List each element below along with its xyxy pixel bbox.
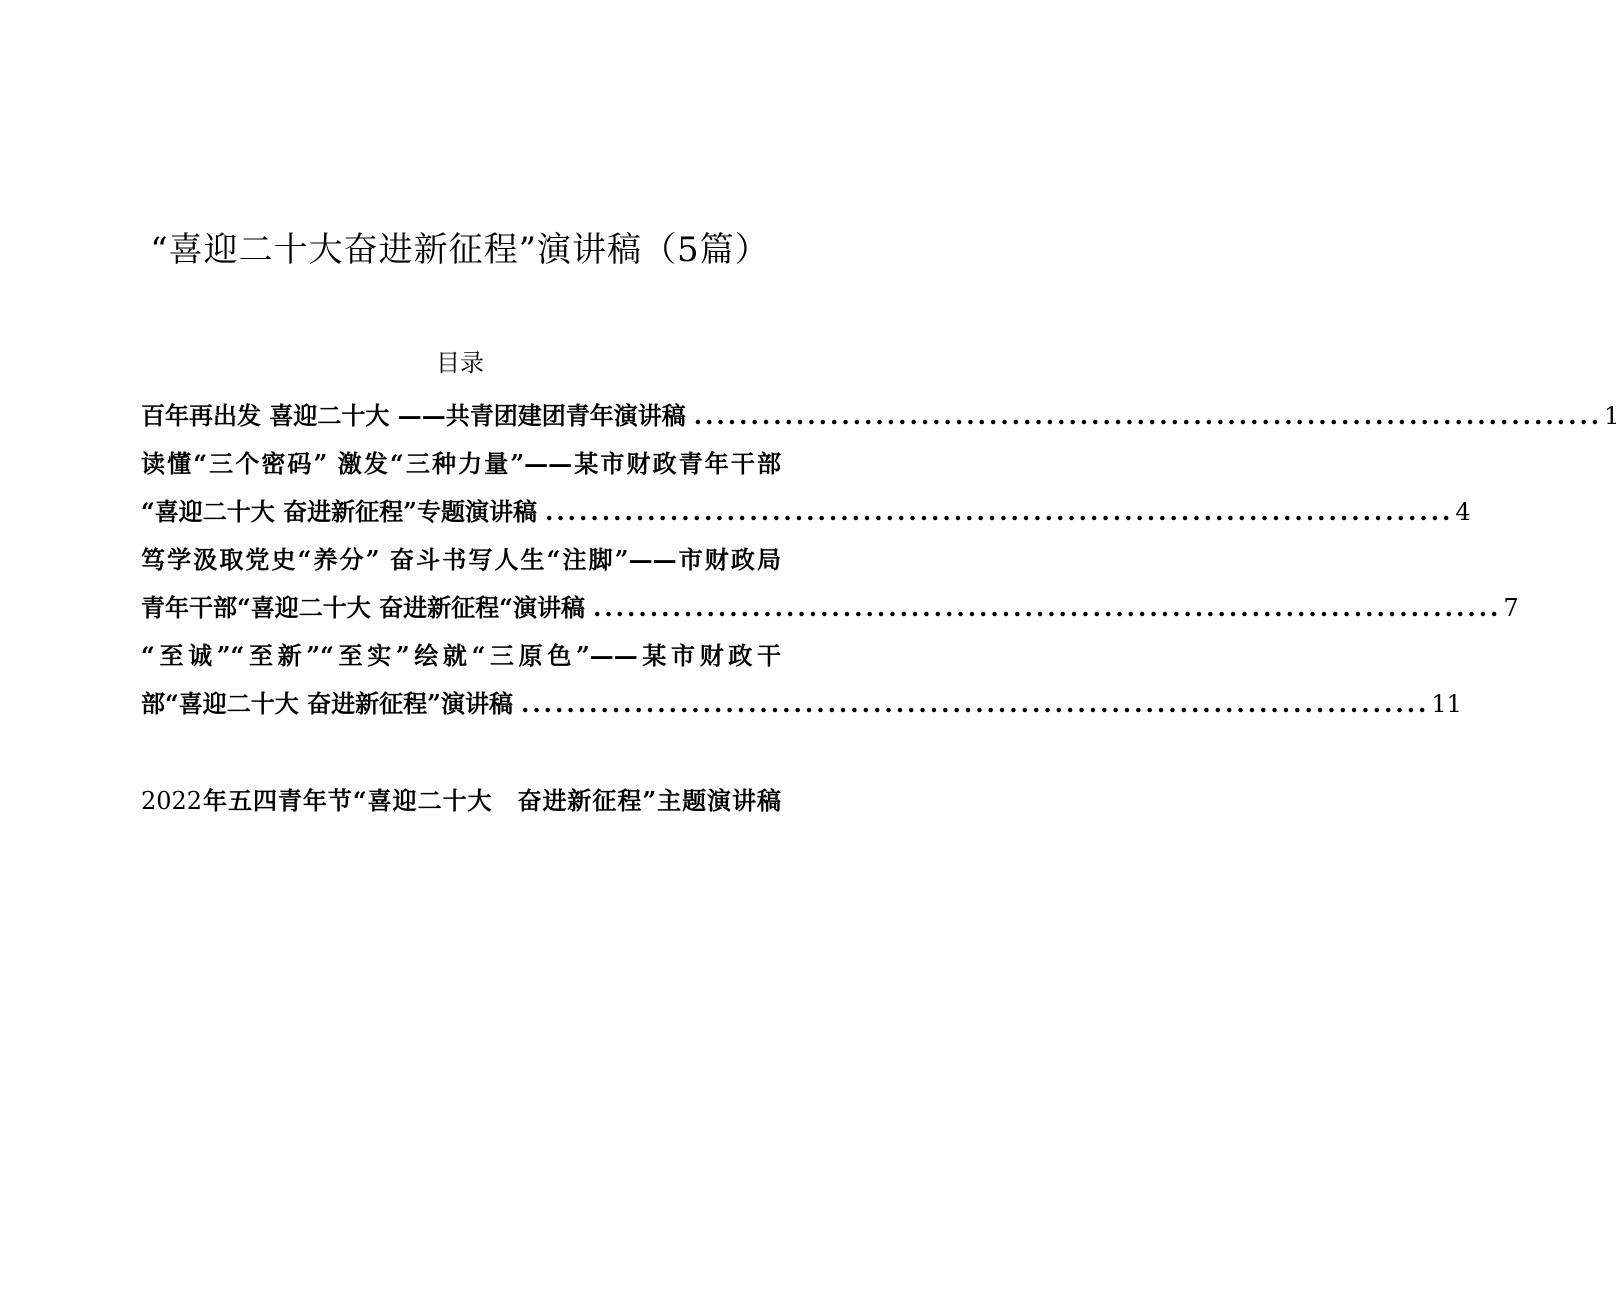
toc-entry-3-title-line-1: 笃学汲取党史“养分” 奋斗书写人生“注脚”——市财政局 — [141, 545, 781, 574]
toc-entry-2-line-1[interactable] — [141, 440, 781, 488]
toc-entry-2-line-2[interactable] — [141, 488, 1471, 536]
toc-entry-4-title-line-1: “至诚”“至新”“至实”绘就“三原色”——某市财政干 — [141, 641, 781, 670]
toc-entry-4-page: 11 — [1431, 690, 1462, 718]
toc-entry-4-title-line-2: 部“喜迎二十大 奋进新征程”演讲稿 — [141, 689, 513, 718]
table-of-contents — [141, 392, 1619, 728]
toc-leader: ................................................................................ — [520, 689, 1430, 718]
toc-entry-2-title-line-2: “喜迎二十大 奋进新征程”专题演讲稿 — [141, 497, 537, 526]
toc-leader: ................................................................................ — [592, 593, 1502, 622]
toc-entry-3-line-1[interactable] — [141, 536, 781, 584]
toc-entry-3-title-line-2: 青年干部“喜迎二十大 奋进新征程“演讲稿 — [141, 593, 585, 622]
toc-entry-3-page: 7 — [1503, 594, 1519, 622]
toc-entry-1[interactable] — [141, 392, 1619, 440]
fifth-speech-title — [141, 777, 781, 825]
toc-entry-2-title-line-1: 读懂“三个密码” 激发“三种力量”——某市财政青年干部 — [141, 449, 781, 478]
fifth-speech-year: 2022 — [141, 787, 203, 815]
toc-entry-1-title: 百年再出发 喜迎二十大 ——共青团建团青年演讲稿 — [141, 401, 686, 430]
document-title: “喜迎二十大奋进新征程”演讲稿（5篇） — [150, 230, 770, 270]
toc-heading: 目录 — [436, 349, 484, 377]
toc-entry-1-page: 1 — [1604, 402, 1619, 430]
toc-entry-3-line-2[interactable] — [141, 584, 1519, 632]
toc-leader: ................................................................................ — [544, 497, 1454, 526]
toc-entry-4-line-2[interactable] — [141, 680, 1462, 728]
toc-entry-4-line-1[interactable] — [141, 632, 781, 680]
fifth-speech-text: 年五四青年节“喜迎二十大 奋进新征程”主题演讲稿 — [202, 786, 781, 815]
toc-leader: ................................................................................ — [693, 401, 1603, 430]
toc-entry-2-page: 4 — [1455, 498, 1471, 526]
